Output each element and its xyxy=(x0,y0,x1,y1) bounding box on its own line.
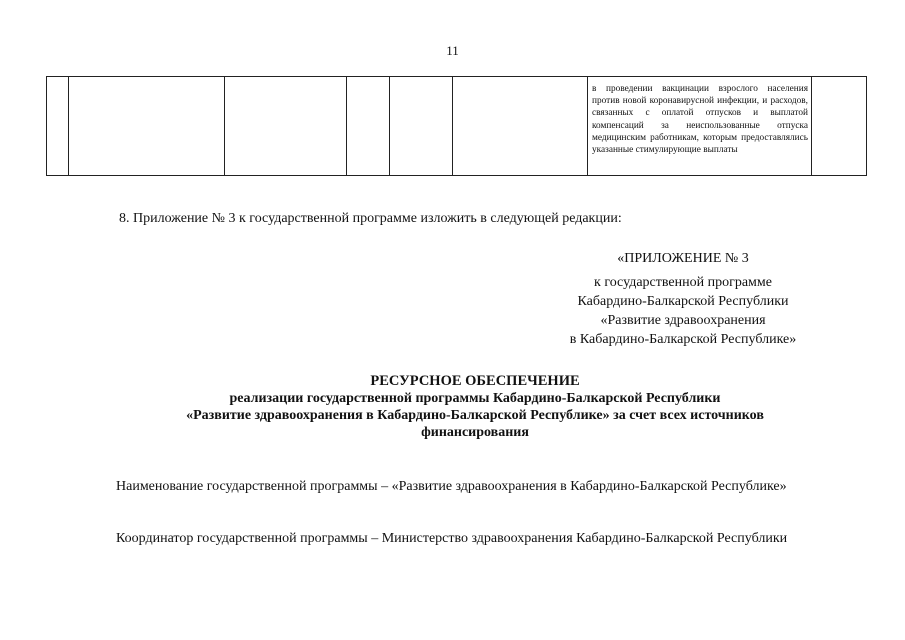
coordinator-text: Координатор государственной программы – Министерство здравоохранения Кабардино-Балкарской Республики xyxy=(116,531,788,546)
table-row xyxy=(47,77,867,176)
appendix-header xyxy=(553,249,813,349)
resource-subtitle-line: реализации государственной программы Кабардино-Балкарской Республики xyxy=(229,391,721,406)
table-cell xyxy=(812,77,867,176)
table-cell xyxy=(69,77,225,176)
resource-heading xyxy=(140,373,810,441)
table-cell xyxy=(390,77,453,176)
resource-subtitle-line: финансирования xyxy=(421,425,529,440)
resource-title: РЕСУРСНОЕ ОБЕСПЕЧЕНИЕ xyxy=(370,373,580,389)
appendix-line: к государственной программе xyxy=(594,275,772,290)
table-cell xyxy=(453,77,588,176)
appendix-line: в Кабардино-Балкарской Республике» xyxy=(569,332,797,347)
continuation-table xyxy=(46,76,867,176)
appendix-line: Кабардино-Балкарской Республики xyxy=(577,294,789,309)
resource-subtitle-line: «Развитие здравоохранения в Кабардино-Балкарской Республике» за счет всех источников xyxy=(186,408,764,423)
table-cell-description xyxy=(588,77,812,176)
program-name-paragraph xyxy=(88,477,826,496)
coordinator-paragraph xyxy=(88,529,826,548)
table-cell xyxy=(47,77,69,176)
appendix-line: «Развитие здравоохранения xyxy=(600,313,766,328)
table-cell xyxy=(225,77,347,176)
item-8-text: 8. Приложение № 3 к государственной программе изложить в следующей редакции: xyxy=(119,211,622,226)
table-cell xyxy=(347,77,390,176)
appendix-title: «ПРИЛОЖЕНИЕ № 3 xyxy=(617,251,749,266)
cell-text: в проведении вакцинации взрослого населения против новой коронавирусной инфекции, и расходов, связанных с оплатой отпусков и выплатой компенсаций за неиспользованные отпуска медицинским работникам, которым предоставлялись указанные стимулирующие выплаты xyxy=(592,84,808,156)
page-number: 11 xyxy=(446,43,459,58)
program-name-text: Наименование государственной программы – «Развитие здравоохранения в Кабардино-Балкарской Республике» xyxy=(116,479,787,494)
